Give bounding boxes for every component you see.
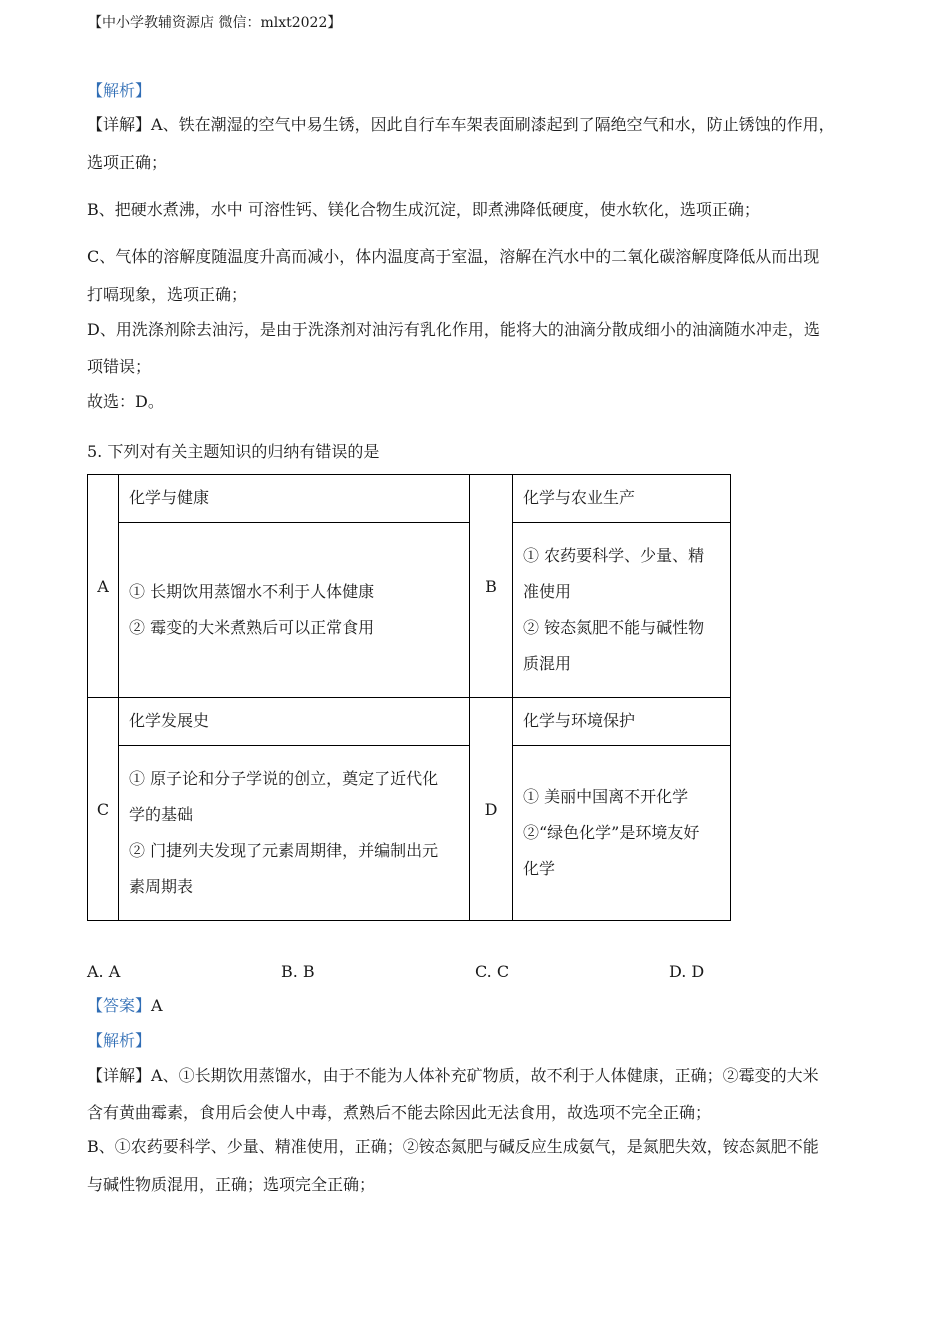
item-a-1: ① 长期饮用蒸馏水不利于人体健康 (129, 582, 375, 601)
cell-title-c: 化学发展史 (119, 698, 470, 746)
q5-stem: 5. 下列对有关主题知识的归纳有错误的是 (87, 442, 380, 461)
q5-answer-label: 【答案】 (87, 996, 152, 1015)
cell-label-b: B (470, 475, 513, 698)
q4-detail-line-4: C、气体的溶解度随温度升高而减小，体内温度高于室温，溶解在汽水中的二氧化碳溶解度降低从而出现 (87, 247, 820, 266)
option-b: B. B (281, 962, 315, 981)
option-d: D. D (669, 962, 705, 981)
item-c-3: ② 门捷列夫发现了元素周期律，并编制出元 (129, 841, 439, 860)
item-b-4: 质混用 (523, 654, 572, 673)
q5-topic-table (87, 474, 731, 921)
q4-detail-label: 【详解】 (87, 115, 152, 134)
item-b-3: ② 铵态氮肥不能与碱性物 (523, 618, 705, 637)
cell-label-c: C (88, 698, 119, 921)
cell-title-d: 化学与环境保护 (513, 698, 731, 746)
item-b-2: 准使用 (523, 582, 572, 601)
q4-analysis-label: 【解析】 (87, 81, 152, 100)
cell-title-a: 化学与健康 (119, 475, 470, 523)
item-c-1: ① 原子论和分子学说的创立，奠定了近代化 (129, 769, 439, 788)
cell-title-b: 化学与农业生产 (513, 475, 731, 523)
option-a: A. A (87, 962, 121, 981)
item-c-4: 素周期表 (129, 877, 194, 896)
item-b-1: ① 农药要科学、少量、精 (523, 546, 705, 565)
q4-detail-line-6: D、用洗涤剂除去油污，是由于洗涤剂对油污有乳化作用，能将大的油滴分散成细小的油滴随水冲走，选 (87, 320, 820, 339)
item-c-2: 学的基础 (129, 805, 194, 824)
item-d-3: 化学 (523, 859, 556, 878)
q5-detail-line-3: B、①农药要科学、少量、精准使用，正确；②铵态氮肥与碱反应生成氨气，是氮肥失效，铵态氮肥不能 (87, 1137, 819, 1156)
cell-body-b (513, 523, 731, 698)
item-d-2: ②“绿色化学”是环境友好 (523, 823, 700, 842)
page-header: 【中小学教辅资源店 微信：mlxt2022】 (88, 15, 342, 31)
item-d-1: ① 美丽中国离不开化学 (523, 787, 689, 806)
item-a-2: ② 霉变的大米煮熟后可以正常食用 (129, 618, 375, 637)
q5-analysis-label: 【解析】 (87, 1031, 152, 1050)
q5-answer (87, 996, 163, 1016)
q5-detail-line-1: 【详解】A、①长期饮用蒸馏水，由于不能为人体补充矿物质，故不利于人体健康，正确；②霉变的大米 (87, 1066, 819, 1085)
cell-body-d (513, 746, 731, 921)
q5-detail-line-4: 与碱性物质混用，正确；选项完全正确； (87, 1175, 376, 1194)
q4-detail-line-7: 项错误； (87, 357, 152, 376)
q4-conclusion: 故选：D。 (87, 392, 164, 411)
q4-detail-line-3: B、把硬水煮沸，水中 可溶性钙、镁化合物生成沉淀，即煮沸降低硬度，使水软化，选项正确； (87, 200, 760, 219)
cell-label-a: A (88, 475, 119, 698)
option-c: C. C (475, 962, 510, 981)
q5-detail-line-2: 含有黄曲霉素，食用后会使人中毒，煮熟后不能去除因此无法食用，故选项不完全正确； (87, 1103, 712, 1122)
q5-answer-value: A (151, 996, 163, 1015)
cell-label-d: D (470, 698, 513, 921)
q4-detail-line-2: 选项正确； (87, 153, 168, 172)
cell-body-a (119, 523, 470, 698)
q4-detail-line-5: 打嗝现象，选项正确； (87, 285, 248, 304)
q4-detail-line-1: 【详解】A、铁在潮湿的空气中易生锈，因此自行车车架表面刷漆起到了隔绝空气和水，防止锈蚀的作用， (87, 115, 835, 134)
q5-detail-label: 【详解】 (87, 1066, 152, 1085)
cell-body-c (119, 746, 470, 921)
